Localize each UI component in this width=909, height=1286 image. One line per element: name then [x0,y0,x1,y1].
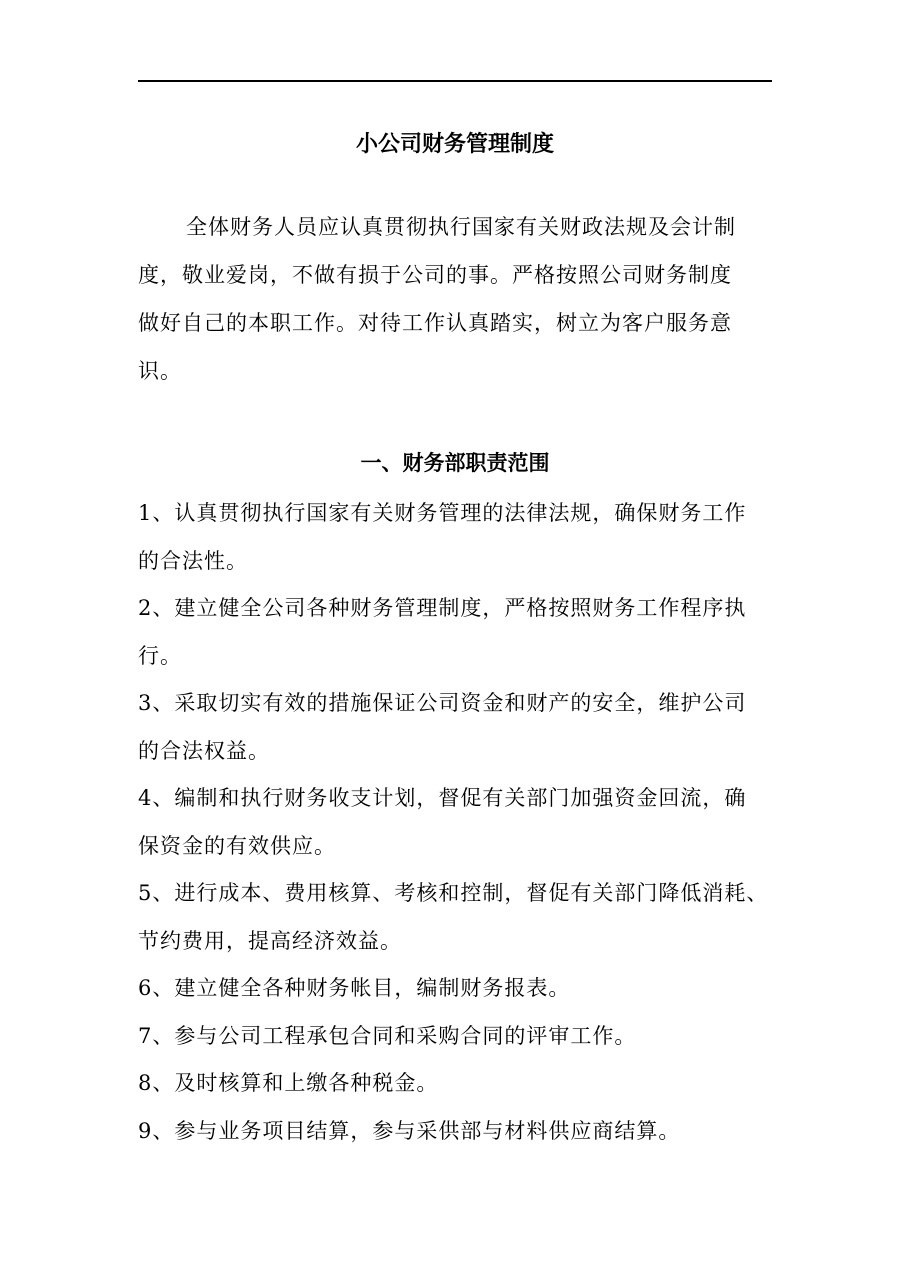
intro-line: 度，敬业爱岗，不做有损于公司的事。严格按照公司财务制度 [138,263,732,287]
duty-item [138,585,798,680]
intro-line: 做好自己的本职工作。对待工作认真踏实，树立为客户服务意 [138,311,732,335]
document-title: 小公司财务管理制度 [355,131,554,157]
duty-item [138,775,798,870]
duty-line: 4、编制和执行财务收支计划，督促有关部门加强资金回流，确 [138,786,747,810]
duty-line: 8、及时核算和上缴各种税金。 [138,1071,439,1095]
duty-line: 2、建立健全公司各种财务管理制度，严格按照财务工作程序执 [138,596,747,620]
duty-line: 节约费用，提高经济效益。 [138,928,402,953]
intro-line: 识。 [138,359,182,383]
duty-line: 行。 [138,643,182,668]
intro-paragraph [138,203,772,395]
duty-item [138,1013,798,1061]
duty-line: 6、建立健全各种财务帐目，编制财务报表。 [138,976,571,1000]
section-heading: 一、财务部职责范围 [360,450,550,475]
duty-line: 的合法性。 [138,548,248,573]
duty-line: 的合法权益。 [138,738,270,763]
duty-line: 9、参与业务项目结算，参与采供部与材料供应商结算。 [138,1118,681,1143]
intro-line: 全体财务人员应认真贯彻执行国家有关财政法规及会计制 [186,215,736,239]
duty-item [138,1060,798,1108]
duty-line: 3、采取切实有效的措施保证公司资金和财产的安全，维护公司 [138,691,747,715]
duty-item [138,490,798,585]
duty-item [138,1108,798,1156]
header-rule [138,80,772,82]
duty-line: 5、进行成本、费用核算、考核和控制，督促有关部门降低消耗、 [138,881,769,905]
duty-item [138,680,798,775]
duty-item [138,965,798,1013]
duty-line: 保资金的有效供应。 [138,833,336,858]
duty-line: 7、参与公司工程承包合同和采购合同的评审工作。 [138,1023,637,1048]
duty-item [138,870,798,965]
duty-line: 1、认真贯彻执行国家有关财务管理的法律法规，确保财务工作 [138,501,747,525]
duty-list [138,490,798,1155]
